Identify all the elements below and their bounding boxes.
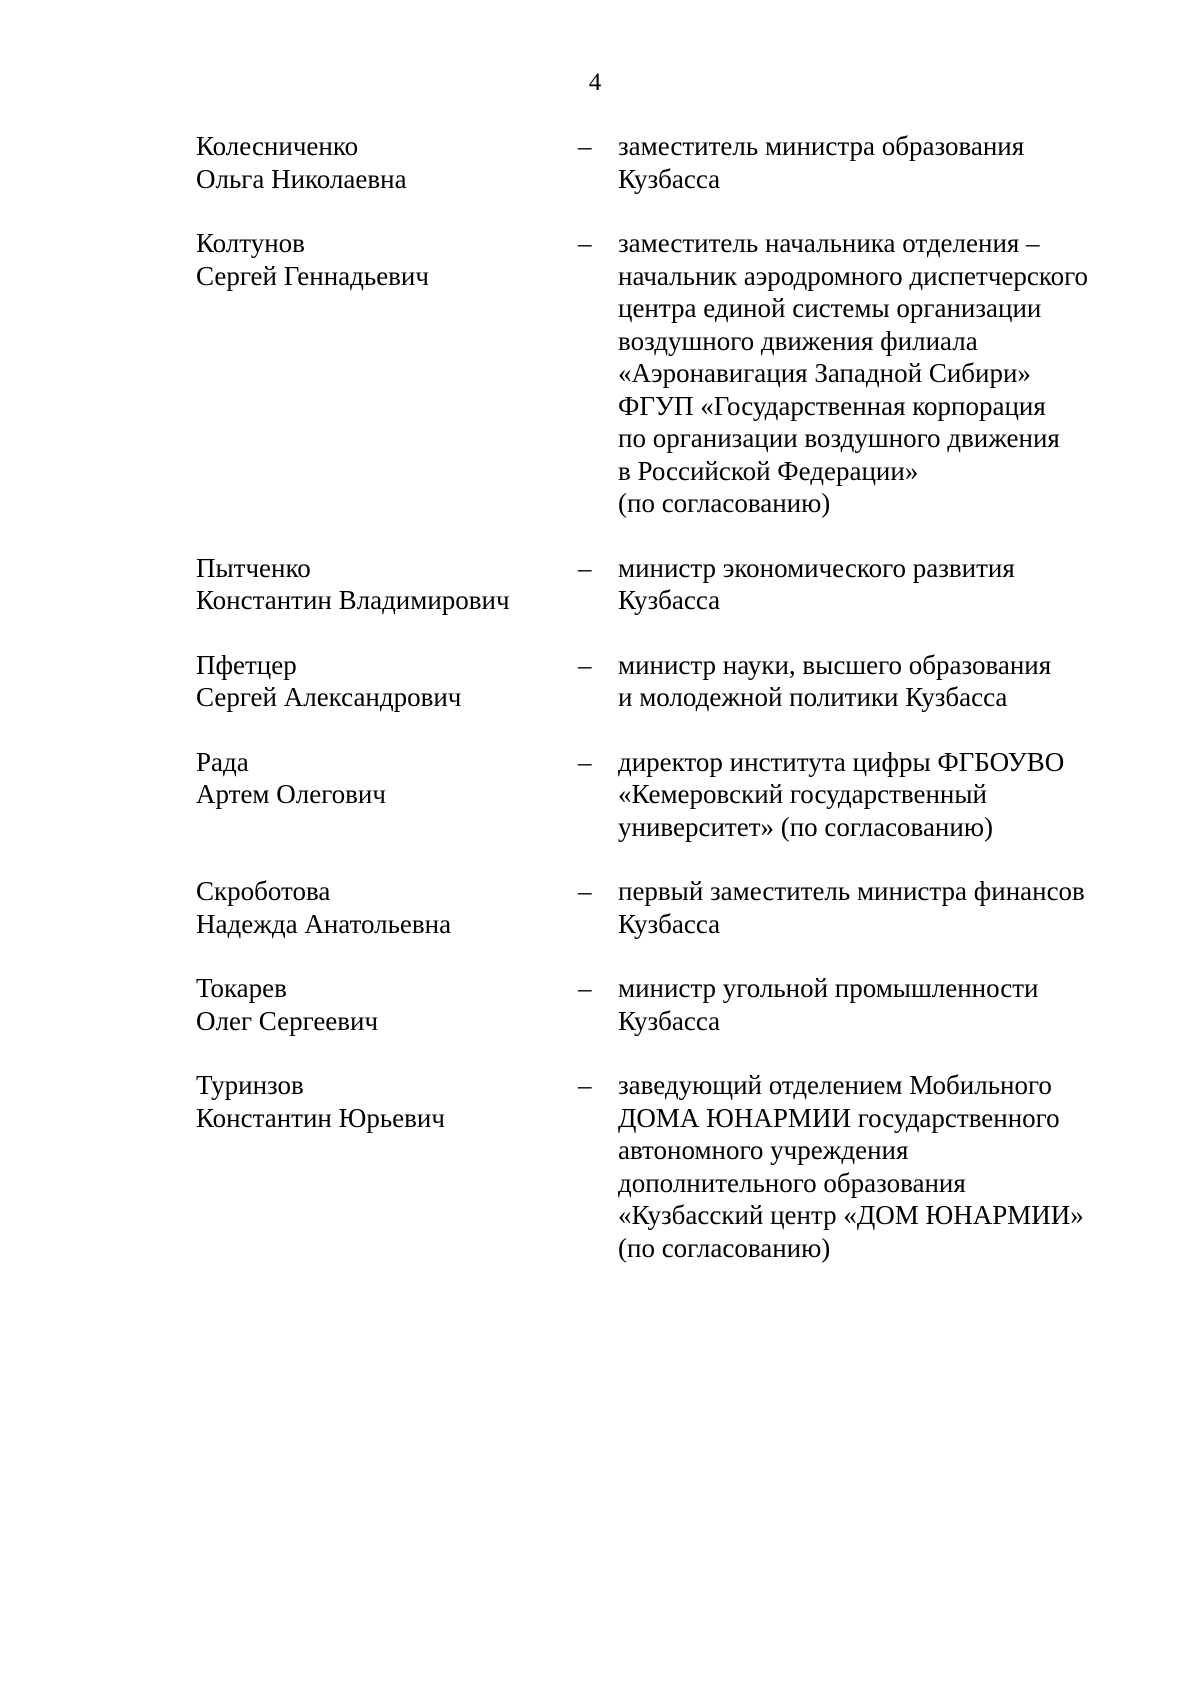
position-line: по организации воздушного движения bbox=[618, 423, 1060, 453]
position-line: Кузбасса bbox=[618, 908, 721, 939]
member-position bbox=[618, 972, 1146, 1037]
position-line: директор института цифры ФГБОУВО bbox=[618, 746, 1065, 777]
member-dash: – bbox=[578, 746, 592, 777]
member-name bbox=[196, 552, 576, 617]
member-entry bbox=[196, 227, 1146, 520]
position-line: министр экономического развития bbox=[618, 552, 1015, 583]
member-entry bbox=[196, 746, 1146, 844]
member-given-names: Артем Олегович bbox=[196, 779, 386, 809]
position-line: ДОМА ЮНАРМИИ государственного bbox=[618, 1102, 1060, 1133]
member-name bbox=[196, 1069, 576, 1264]
member-dash: – bbox=[578, 228, 592, 258]
member-entry bbox=[196, 649, 1146, 714]
member-surname: Токарев bbox=[196, 973, 287, 1003]
position-line: «Кузбасский центр «ДОМ ЮНАРМИИ» bbox=[618, 1200, 1084, 1230]
position-line: «Кемеровский государственный bbox=[618, 779, 987, 809]
member-entry bbox=[196, 972, 1146, 1037]
member-given-names: Константин Юрьевич bbox=[196, 1102, 445, 1133]
member-given-names: Надежда Анатольевна bbox=[196, 908, 452, 939]
position-line: Кузбасса bbox=[618, 1005, 721, 1036]
member-position bbox=[618, 552, 1146, 617]
position-line: в Российской Федерации» bbox=[618, 455, 919, 486]
position-line: воздушного движения филиала bbox=[618, 325, 978, 356]
member-name bbox=[196, 649, 576, 714]
position-line: Кузбасса bbox=[618, 585, 721, 615]
member-entry bbox=[196, 552, 1146, 617]
member-position bbox=[618, 227, 1146, 520]
member-entry bbox=[196, 1069, 1146, 1264]
position-line: первый заместитель министра финансов bbox=[618, 876, 1085, 906]
member-position bbox=[618, 746, 1146, 844]
position-line: ФГУП «Государственная корпорация bbox=[618, 390, 1046, 421]
position-line: Кузбасса bbox=[618, 163, 721, 194]
position-line: начальник аэродромного диспетчерского bbox=[618, 260, 1089, 291]
member-dash: – bbox=[578, 552, 592, 583]
member-dash: – bbox=[578, 131, 592, 161]
member-surname: Колтунов bbox=[196, 228, 305, 258]
member-given-names: Сергей Геннадьевич bbox=[196, 260, 429, 291]
member-entry bbox=[196, 130, 1146, 195]
member-name bbox=[196, 875, 576, 940]
member-dash: – bbox=[578, 973, 592, 1003]
page-number: 4 bbox=[588, 69, 602, 96]
member-given-names: Ольга Николаевна bbox=[196, 163, 407, 194]
position-line: заместитель начальника отделения – bbox=[618, 228, 1040, 258]
member-surname: Пытченко bbox=[196, 552, 311, 583]
member-given-names: Константин Владимирович bbox=[196, 585, 510, 615]
member-surname: Рада bbox=[196, 746, 249, 777]
position-line: автономного учреждения bbox=[618, 1135, 909, 1165]
position-line: «Аэронавигация Западной Сибири» bbox=[618, 358, 1031, 388]
member-surname: Скроботова bbox=[196, 876, 331, 906]
position-line: и молодежной политики Кузбасса bbox=[618, 682, 1008, 712]
position-line: университет» (по согласованию) bbox=[618, 811, 993, 842]
member-position bbox=[618, 875, 1146, 940]
member-position bbox=[618, 130, 1146, 195]
member-surname: Колесниченко bbox=[196, 131, 359, 161]
members-list bbox=[196, 130, 1146, 1296]
position-line: дополнительного образования bbox=[618, 1167, 966, 1198]
position-line: министр угольной промышленности bbox=[618, 973, 1039, 1003]
position-line: (по согласованию) bbox=[618, 488, 831, 518]
member-name bbox=[196, 746, 576, 844]
position-line: (по согласованию) bbox=[618, 1232, 831, 1263]
member-surname: Туринзов bbox=[196, 1070, 304, 1100]
member-dash: – bbox=[578, 876, 592, 906]
member-name bbox=[196, 972, 576, 1037]
member-name bbox=[196, 227, 576, 520]
member-surname: Пфетцер bbox=[196, 649, 297, 680]
member-entry bbox=[196, 875, 1146, 940]
member-given-names: Олег Сергеевич bbox=[196, 1005, 379, 1036]
member-dash: – bbox=[578, 1070, 592, 1100]
position-line: министр науки, высшего образования bbox=[618, 649, 1052, 680]
position-line: центра единой системы организации bbox=[618, 293, 1042, 323]
member-position bbox=[618, 1069, 1146, 1264]
member-given-names: Сергей Александрович bbox=[196, 682, 462, 712]
position-line: заместитель министра образования bbox=[618, 131, 1025, 161]
position-line: заведующий отделением Мобильного bbox=[618, 1070, 1052, 1100]
member-name bbox=[196, 130, 576, 195]
member-position bbox=[618, 649, 1146, 714]
member-dash: – bbox=[578, 649, 592, 680]
